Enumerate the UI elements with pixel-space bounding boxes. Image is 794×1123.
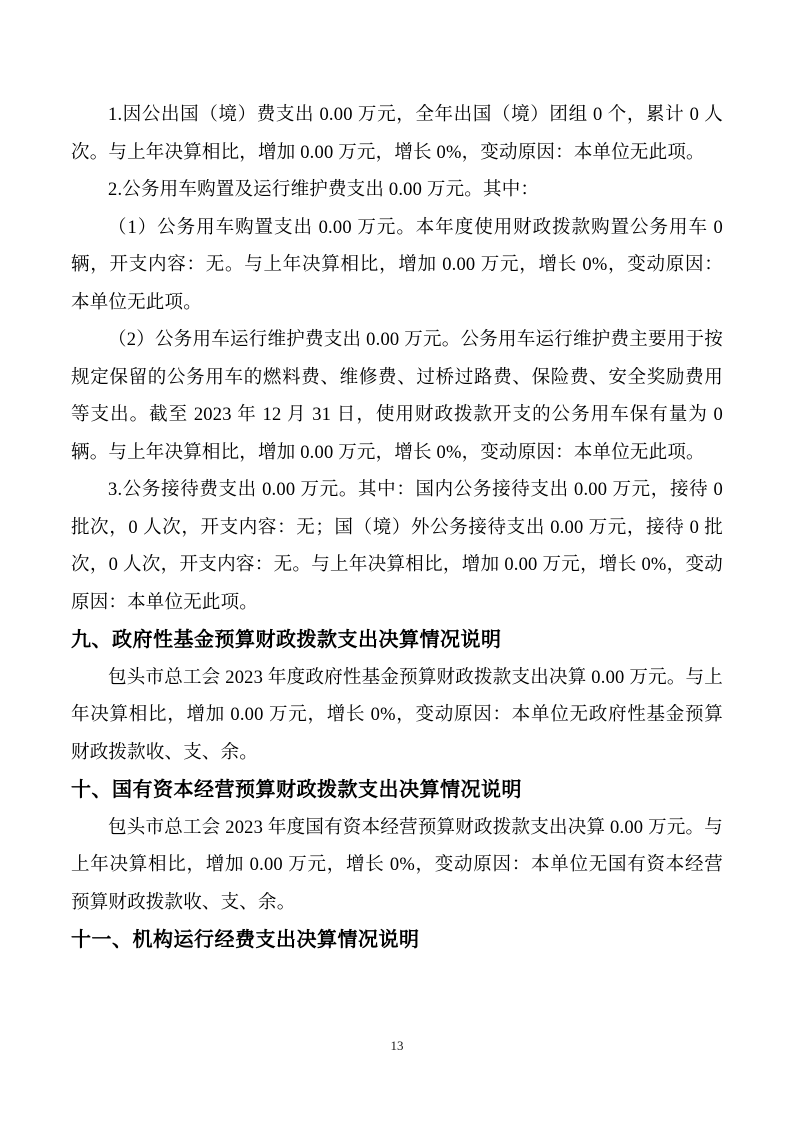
paragraph-government-fund-budget: 包头市总工会 2023 年度政府性基金预算财政拨款支出决算 0.00 万元。与上年决算相比，增加 0.00 万元，增长 0%，变动原因：本单位无政府性基金预算财政拨款收、支、余。 xyxy=(71,667,723,763)
paragraph-official-reception-expense: 3.公务接待费支出 0.00 万元。其中：国内公务接待支出 0.00 万元，接待 0 批次，0 人次，开支内容：无；国（境）外公务接待支出 0.00 万元，接待 0 批次，0 人次，开支内容：无。与上年决算相比，增加 0.00 万元，增长 0%，变动原因：本单位无此项。 xyxy=(71,480,723,613)
paragraph-vehicle-maintenance-expense: （2）公务用车运行维护费支出 0.00 万元。公务用车运行维护费主要用于按规定保留的公务用车的燃料费、维修费、过桥过路费、保险费、安全奖励费用等支出。截至 2023 年 12 月 31 日，使用财政拨款开支的公务用车保有量为 0 辆。与上年决算相比，增加 0.00 万元，增长 0%，变动原因：本单位无此项。 xyxy=(71,330,723,463)
paragraph-state-capital-budget: 包头市总工会 2023 年度国有资本经营预算财政拨款支出决算 0.00 万元。与上年决算相比，增加 0.00 万元，增长 0%，变动原因：本单位无国有资本经营预算财政拨款收、支、余。 xyxy=(71,817,723,913)
paragraph-vehicle-purchase-expense: （1）公务用车购置支出 0.00 万元。本年度使用财政拨款购置公务用车 0 辆，开支内容：无。与上年决算相比，增加 0.00 万元，增长 0%，变动原因：本单位无此项。 xyxy=(71,217,723,313)
heading-section-9-government-fund-budget: 九、政府性基金预算财政拨款支出决算情况说明 xyxy=(71,629,502,651)
heading-section-11-agency-operating-expense: 十一、机构运行经费支出决算情况说明 xyxy=(71,929,420,951)
page-number: 13 xyxy=(390,1038,404,1053)
document-body xyxy=(71,97,723,960)
paragraph-overseas-travel-expense: 1.因公出国（境）费支出 0.00 万元，全年出国（境）团组 0 个，累计 0 人次。与上年决算相比，增加 0.00 万元，增长 0%，变动原因：本单位无此项。 xyxy=(71,105,723,163)
heading-section-10-state-capital-budget: 十、国有资本经营预算财政拨款支出决算情况说明 xyxy=(71,779,522,801)
paragraph-vehicle-expense-intro: 2.公务用车购置及运行维护费支出 0.00 万元。其中： xyxy=(108,180,540,200)
